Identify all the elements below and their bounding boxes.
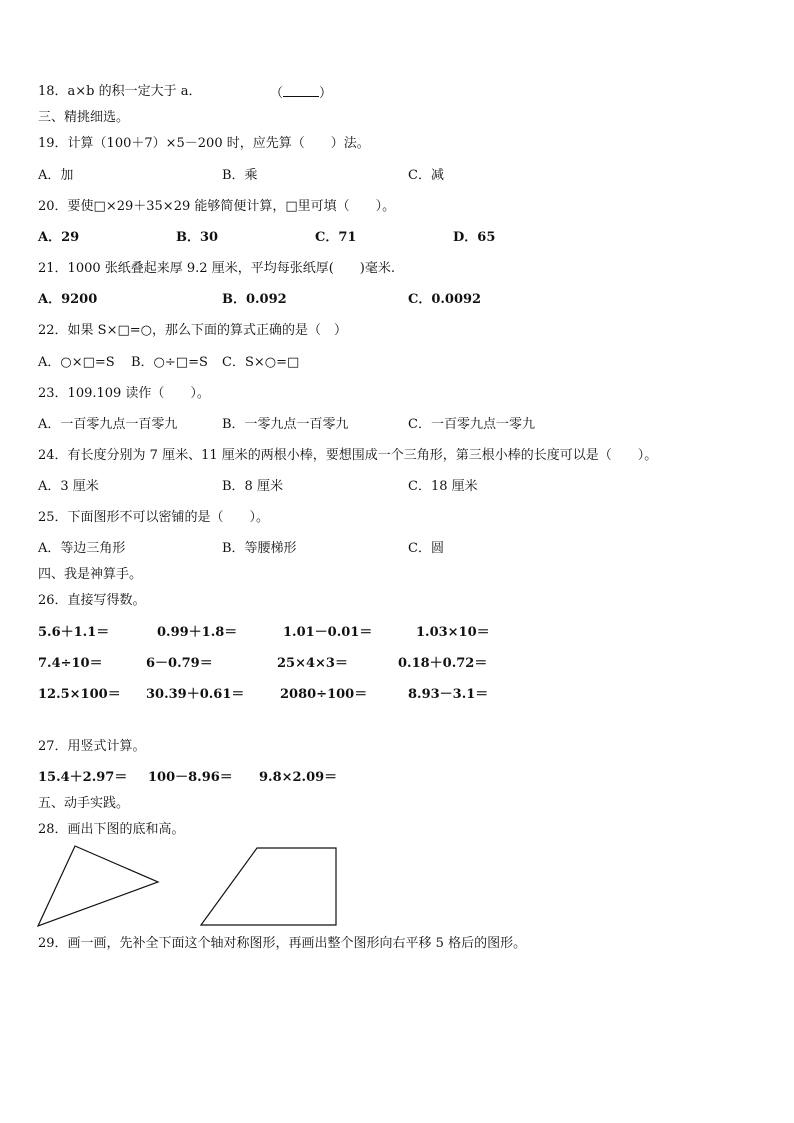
question-20-stem: 20．要使□×29＋35×29 能够简便计算，□里可填（ ）。 xyxy=(38,199,396,214)
question-23-option-c[interactable]: C．一百零九点一零九 xyxy=(408,417,535,432)
calc-item[interactable]: 0.18＋0.72＝ xyxy=(398,656,488,671)
question-19-option-b[interactable]: B．乘 xyxy=(222,168,258,183)
calc-item[interactable]: 6－0.79＝ xyxy=(146,656,213,671)
question-25-option-b[interactable]: B．等腰梯形 xyxy=(222,541,297,556)
question-24-option-a[interactable]: A．3 厘米 xyxy=(38,479,99,494)
question-20-option-c[interactable]: C．71 xyxy=(315,230,357,245)
calc-item[interactable]: 2080÷100＝ xyxy=(280,687,368,702)
question-24-option-b[interactable]: B．8 厘米 xyxy=(222,479,283,494)
question-24-stem: 24．有长度分别为 7 厘米、11 厘米的两根小棒，要想围成一个三角形，第三根小棒的长度可以是（ ）。 xyxy=(38,448,658,463)
vertical-calc-item[interactable]: 15.4＋2.97＝ xyxy=(38,770,128,785)
question-22-stem: 22．如果 S×□=○，那么下面的算式正确的是（ ） xyxy=(38,323,347,338)
question-22-option-c[interactable]: C．S×○=□ xyxy=(222,355,300,370)
vertical-calc-item[interactable]: 9.8×2.09＝ xyxy=(259,770,338,785)
question-23-option-a[interactable]: A．一百零九点一百零九 xyxy=(38,417,178,432)
question-21-option-a[interactable]: A．9200 xyxy=(38,292,98,307)
question-21-stem: 21．1000 张纸叠起来厚 9.2 厘米，平均每张纸厚( )毫米. xyxy=(38,261,395,276)
question-26-stem: 26．直接写得数。 xyxy=(38,593,146,608)
section-5-heading: 五、动手实践。 xyxy=(38,796,130,811)
section-4-heading: 四、我是神算手。 xyxy=(38,567,143,582)
section-3-heading: 三、精挑细选。 xyxy=(38,110,130,125)
calc-item[interactable]: 5.6＋1.1＝ xyxy=(38,625,110,640)
calc-item[interactable]: 1.03×10＝ xyxy=(416,625,490,640)
question-21-option-c[interactable]: C．0.0092 xyxy=(408,292,482,307)
question-25-option-c[interactable]: C．圆 xyxy=(408,541,444,556)
triangle-figure[interactable] xyxy=(38,846,158,926)
question-22-option-a[interactable]: A．○×□=S xyxy=(38,355,115,370)
question-23-stem: 23．109.109 读作（ ）。 xyxy=(38,386,210,401)
calc-item[interactable]: 12.5×100＝ xyxy=(38,687,121,702)
question-19-stem: 19．计算（100＋7）×5－200 时，应先算（ ）法。 xyxy=(38,136,370,151)
question-23-option-b[interactable]: B．一零九点一百零九 xyxy=(222,417,349,432)
question-25-stem: 25．下面图形不可以密铺的是（ ）。 xyxy=(38,510,270,525)
question-18-answer-blank[interactable]: （ ） xyxy=(270,86,333,101)
question-25-option-a[interactable]: A．等边三角形 xyxy=(38,541,126,556)
question-29-stem: 29．画一画，先补全下面这个轴对称图形，再画出整个图形向右平移 5 格后的图形。 xyxy=(38,936,527,951)
calc-item[interactable]: 1.01－0.01＝ xyxy=(283,625,373,640)
calc-item[interactable]: 0.99＋1.8＝ xyxy=(157,625,238,640)
calc-item[interactable]: 8.93－3.1＝ xyxy=(408,687,489,702)
calc-item[interactable]: 7.4÷10＝ xyxy=(38,656,103,671)
trapezoid-figure[interactable] xyxy=(201,848,336,925)
question-20-option-d[interactable]: D．65 xyxy=(453,230,496,245)
question-21-option-b[interactable]: B．0.092 xyxy=(222,292,287,307)
question-28-stem: 28．画出下图的底和高。 xyxy=(38,822,185,837)
question-20-option-b[interactable]: B．30 xyxy=(176,230,219,245)
question-22-option-b[interactable]: B．○÷□=S xyxy=(131,355,208,370)
question-19-option-a[interactable]: A．加 xyxy=(38,168,74,183)
question-24-option-c[interactable]: C．18 厘米 xyxy=(408,479,478,494)
question-19-option-c[interactable]: C．减 xyxy=(408,168,444,183)
vertical-calc-item[interactable]: 100－8.96＝ xyxy=(148,770,233,785)
question-20-option-a[interactable]: A．29 xyxy=(38,230,80,245)
calc-item[interactable]: 25×4×3＝ xyxy=(277,656,348,671)
question-18-text: 18．a×b 的积一定大于 a． xyxy=(38,84,202,99)
calc-item[interactable]: 30.39＋0.61＝ xyxy=(146,687,245,702)
question-27-stem: 27．用竖式计算。 xyxy=(38,739,146,754)
